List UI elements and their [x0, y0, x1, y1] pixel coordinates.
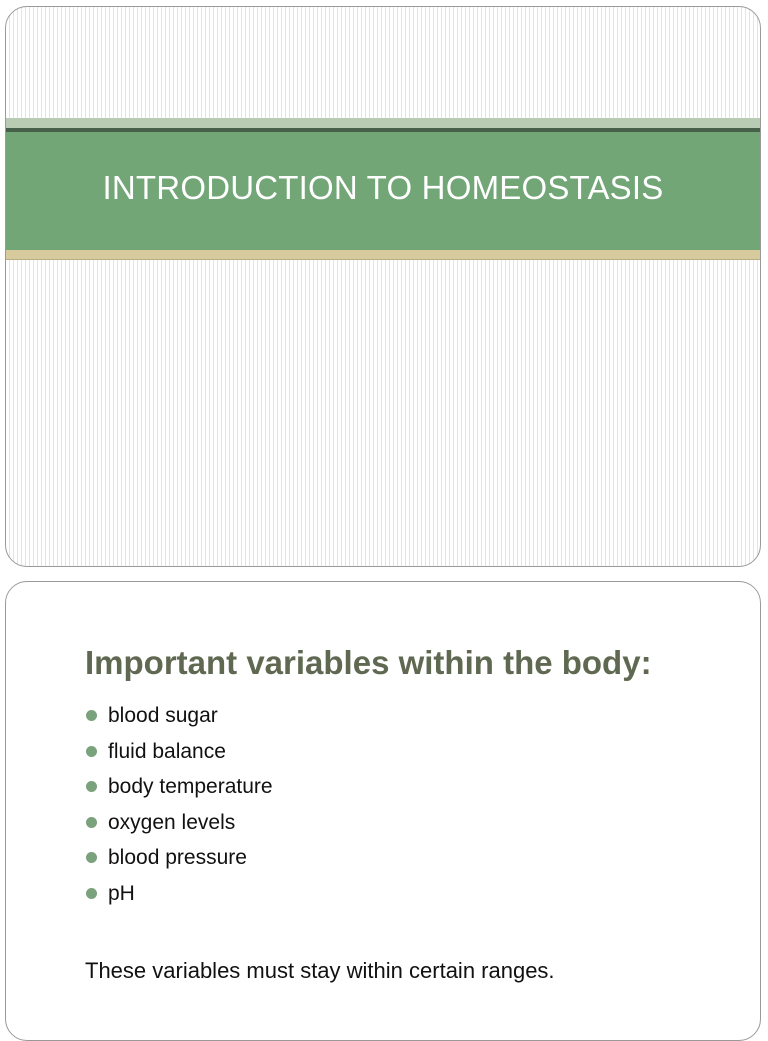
content-slide	[5, 581, 761, 1041]
title-slide	[5, 6, 761, 567]
slide-title: INTRODUCTION TO HOMEOSTASIS	[102, 169, 664, 206]
bullet-text: body temperature	[108, 775, 273, 799]
bullet-text: fluid balance	[108, 739, 226, 763]
bullet-text: oxygen levels	[108, 810, 236, 834]
bullet-dot-icon	[86, 710, 97, 721]
title-band-top-stripe	[6, 118, 760, 128]
bullet-item	[86, 704, 273, 740]
bullet-dot-icon	[86, 746, 97, 757]
bullet-item	[86, 846, 273, 882]
bullet-item	[86, 740, 273, 776]
summary-text: These variables must stay within certain ranges.	[85, 958, 555, 983]
bullet-dot-icon	[86, 888, 97, 899]
bullet-item	[86, 882, 273, 918]
bullet-text: blood sugar	[108, 704, 218, 727]
title-band	[6, 132, 760, 250]
bullet-text: pH	[108, 881, 135, 905]
bullet-item	[86, 811, 273, 847]
slide-heading: Important variables within the body:	[85, 644, 652, 681]
bullet-item	[86, 775, 273, 811]
bullet-dot-icon	[86, 817, 97, 828]
bullet-dot-icon	[86, 852, 97, 863]
bullet-text: blood pressure	[108, 846, 247, 870]
title-band-bottom-stripe	[6, 250, 760, 260]
bullet-dot-icon	[86, 781, 97, 792]
bullet-list	[86, 704, 273, 918]
